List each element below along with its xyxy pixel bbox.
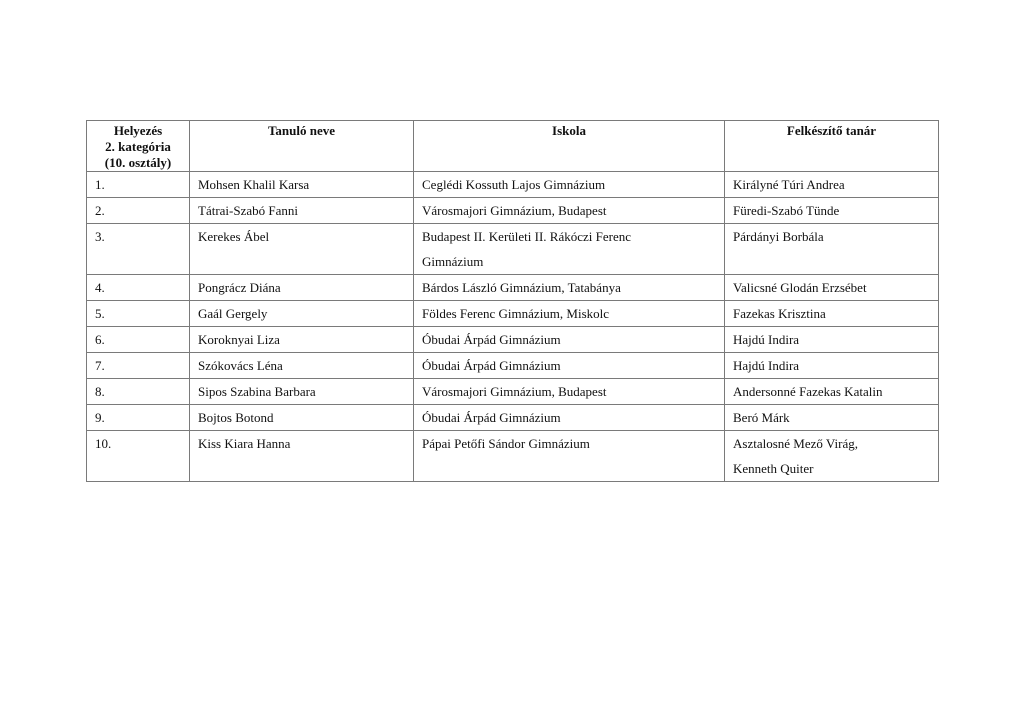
table-row: [87, 405, 939, 431]
rank-cell: 1.: [87, 172, 190, 198]
header-row: [87, 121, 939, 172]
student-name-cell: Bojtos Botond: [190, 405, 414, 431]
teacher-cell-line: Hajdú Indira: [733, 358, 800, 373]
table-body: [87, 172, 939, 482]
teacher-cell-line: Andersonné Fazekas Katalin: [733, 384, 883, 399]
teacher-cell: [725, 198, 939, 224]
teacher-cell: [725, 379, 939, 405]
rank-cell: 7.: [87, 353, 190, 379]
student-name-cell: Kerekes Ábel: [190, 224, 414, 275]
table-row: [87, 224, 939, 275]
rank-cell: 6.: [87, 327, 190, 353]
teacher-cell: [725, 224, 939, 275]
header-placement: [87, 121, 190, 172]
school-cell: [414, 405, 725, 431]
student-name-cell: Szókovács Léna: [190, 353, 414, 379]
student-name-cell: Tátrai-Szabó Fanni: [190, 198, 414, 224]
teacher-cell: [725, 172, 939, 198]
teacher-cell-line: Füredi-Szabó Tünde: [733, 203, 840, 218]
header-student: Tanuló neve: [190, 121, 414, 172]
table-row: [87, 172, 939, 198]
rank-cell: 9.: [87, 405, 190, 431]
teacher-cell-line: Párdányi Borbála: [733, 229, 824, 244]
school-cell: [414, 275, 725, 301]
school-cell-line: Óbudai Árpád Gimnázium: [422, 410, 561, 425]
student-name-cell: Mohsen Khalil Karsa: [190, 172, 414, 198]
student-name-cell: Gaál Gergely: [190, 301, 414, 327]
rank-cell: 4.: [87, 275, 190, 301]
table-row: [87, 327, 939, 353]
school-cell-line: Városmajori Gimnázium, Budapest: [422, 384, 607, 399]
teacher-cell-line: Kenneth Quiter: [733, 461, 814, 476]
school-cell-line: Pápai Petőfi Sándor Gimnázium: [422, 436, 590, 451]
school-cell-line: Gimnázium: [422, 254, 484, 269]
teacher-cell-line: Fazekas Krisztina: [733, 306, 826, 321]
school-cell: [414, 301, 725, 327]
table-row: [87, 379, 939, 405]
teacher-cell-line: Beró Márk: [733, 410, 790, 425]
teacher-cell-line: Királyné Túri Andrea: [733, 177, 845, 192]
student-name-cell: Koroknyai Liza: [190, 327, 414, 353]
header-placement-line-3: (10. osztály): [104, 155, 172, 170]
header-teacher: Felkészítő tanár: [725, 121, 939, 172]
table-row: [87, 431, 939, 482]
school-cell: [414, 379, 725, 405]
school-cell-line: Földes Ferenc Gimnázium, Miskolc: [422, 306, 610, 321]
teacher-cell: [725, 275, 939, 301]
student-name-cell: Pongrácz Diána: [190, 275, 414, 301]
table-header: [87, 121, 939, 172]
rank-cell: 2.: [87, 198, 190, 224]
teacher-cell-line: Hajdú Indira: [733, 332, 800, 347]
school-cell: [414, 327, 725, 353]
table-row: [87, 353, 939, 379]
school-cell: [414, 353, 725, 379]
school-cell: [414, 172, 725, 198]
header-placement-line-1: Helyezés: [113, 123, 163, 138]
teacher-cell: [725, 301, 939, 327]
teacher-cell: [725, 405, 939, 431]
table-row: [87, 275, 939, 301]
teacher-cell-line: Asztalosné Mező Virág,: [733, 436, 858, 451]
school-cell-line: Ceglédi Kossuth Lajos Gimnázium: [422, 177, 606, 192]
table-row: [87, 301, 939, 327]
school-cell: [414, 224, 725, 275]
header-placement-line-2: 2. kategória: [105, 139, 171, 154]
results-table: [86, 120, 939, 482]
school-cell-line: Városmajori Gimnázium, Budapest: [422, 203, 607, 218]
rank-cell: 5.: [87, 301, 190, 327]
school-cell: [414, 431, 725, 482]
teacher-cell: [725, 327, 939, 353]
teacher-cell: [725, 431, 939, 482]
teacher-cell: [725, 353, 939, 379]
student-name-cell: Sipos Szabina Barbara: [190, 379, 414, 405]
school-cell-line: Óbudai Árpád Gimnázium: [422, 358, 561, 373]
school-cell: [414, 198, 725, 224]
school-cell-line: Budapest II. Kerületi II. Rákóczi Ferenc: [422, 229, 632, 244]
rank-cell: 8.: [87, 379, 190, 405]
rank-cell: 3.: [87, 224, 190, 275]
school-cell-line: Bárdos László Gimnázium, Tatabánya: [422, 280, 621, 295]
teacher-cell-line: Valicsné Glodán Erzsébet: [733, 280, 867, 295]
student-name-cell: Kiss Kiara Hanna: [190, 431, 414, 482]
table-row: [87, 198, 939, 224]
rank-cell: 10.: [87, 431, 190, 482]
header-school: Iskola: [414, 121, 725, 172]
school-cell-line: Óbudai Árpád Gimnázium: [422, 332, 561, 347]
